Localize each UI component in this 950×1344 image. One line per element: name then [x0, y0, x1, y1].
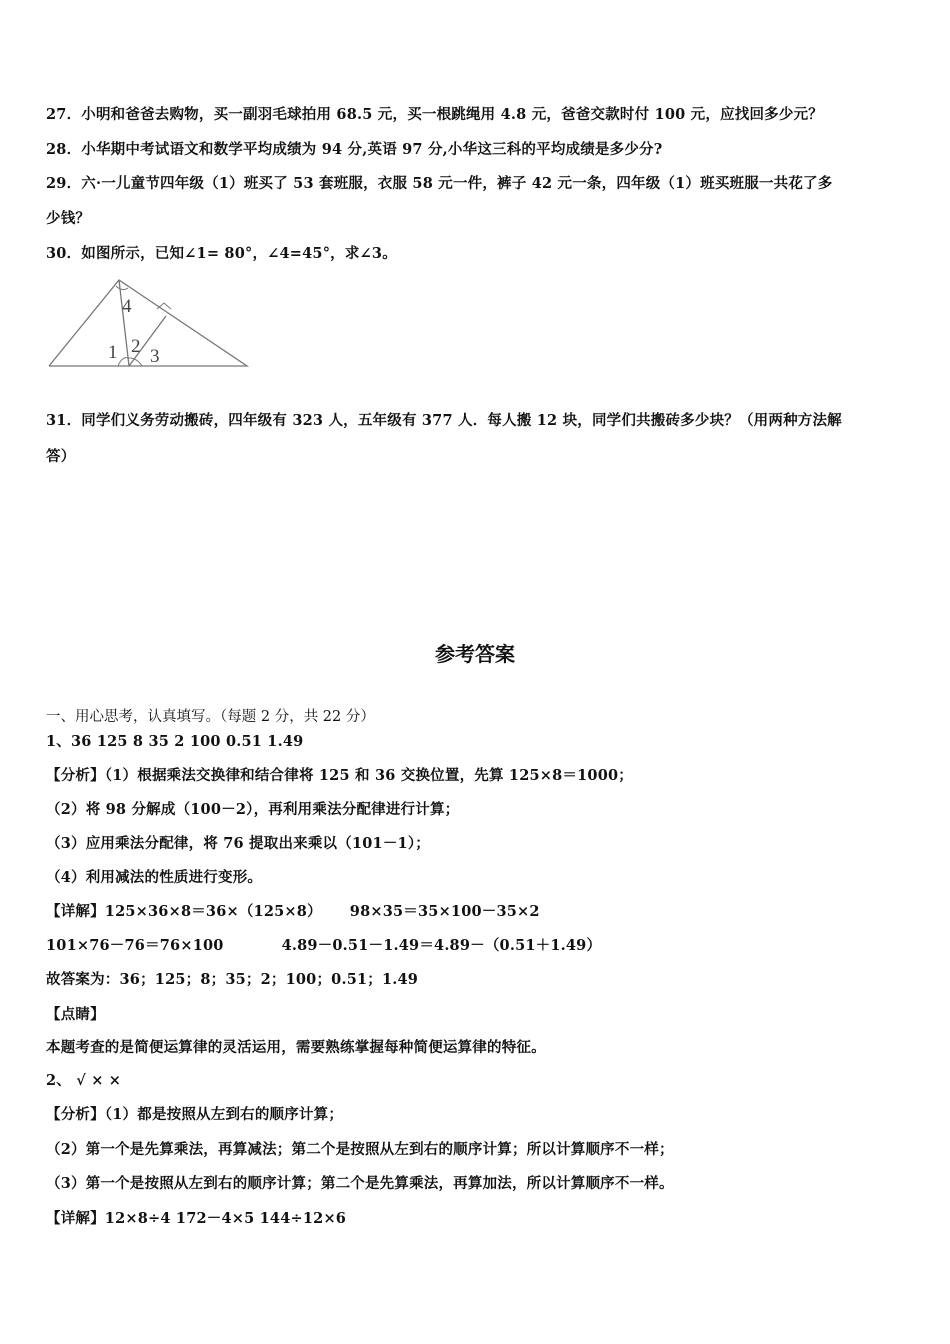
- question-27: 27．小明和爸爸去购物，买一副羽毛球拍用 68.5 元，买一根跳绳用 4.8 元，爸爸交款时付 100 元，应找回多少元？: [46, 106, 823, 123]
- answer-1-point-4: （4）利用减法的性质进行变形。: [46, 869, 263, 886]
- triangle-outline: [49, 280, 247, 366]
- answer-1-point-2: （2）将 98 分解成（100－2），再利用乘法分配律进行计算；: [46, 801, 460, 818]
- question-28: 28．小华期中考试语文和数学平均成绩为 94 分,英语 97 分,小华这三科的平均成绩是多少分?: [46, 141, 663, 158]
- question-29-line1: 29．六·一儿童节四年级（1）班买了 53 套班服，衣服 58 元一件，裤子 42 元一条，四年级（1）班买班服一共花了多: [46, 175, 833, 192]
- detail-1b: 98×35＝35×100－35×2: [349, 903, 540, 920]
- answer-2: 2、 √ × ×: [46, 1072, 122, 1089]
- answer-1-analysis: 【分析】（1）根据乘法交换律和结合律将 125 和 36 交换位置，先算 125×8＝1000；: [46, 767, 633, 784]
- answer-1-detail-line2: [46, 934, 601, 955]
- answer-1-summary: 本题考查的是简便运算律的灵活运用，需要熟练掌握每种简便运算律的特征。: [46, 1039, 546, 1056]
- angle-label-4: 4: [122, 296, 132, 317]
- question-31-line2: 答）: [46, 448, 76, 465]
- detail-1a: 【详解】125×36×8＝36×（125×8）: [46, 903, 322, 920]
- right-angle-mark: [157, 303, 171, 309]
- answer-2-point-2: （2）第一个是先算乘法，再算减法；第二个是按照从左到右的顺序计算；所以计算顺序不一样；: [46, 1141, 674, 1158]
- detail-2b: 4.89－0.51－1.49＝4.89－（0.51＋1.49）: [281, 937, 602, 954]
- answer-2-detail: 【详解】12×8÷4 172－4×5 144÷12×6: [46, 1210, 347, 1227]
- triangle-figure: [44, 276, 254, 372]
- angle-label-3: 3: [150, 346, 160, 367]
- detail-2a: 101×76－76＝76×100: [46, 937, 224, 954]
- answers-title: 参考答案: [435, 642, 515, 666]
- inner-line: [119, 280, 129, 366]
- section-1-heading: 一、用心思考，认真填写。（每题 2 分，共 22 分）: [46, 709, 375, 725]
- angle-4-arc: [116, 286, 128, 290]
- answer-1-dianjing: 【点睛】: [46, 1006, 105, 1023]
- answer-2-analysis: 【分析】（1）都是按照从左到右的顺序计算；: [46, 1106, 344, 1123]
- question-31-line1: 31．同学们义务劳动搬砖，四年级有 323 人，五年级有 377 人．每人搬 12 块，同学们共搬砖多少块？（用两种方法解: [46, 412, 842, 429]
- angle-label-2: 2: [131, 336, 141, 357]
- answer-1-detail-line1: [46, 900, 540, 921]
- answer-1-point-3: （3）应用乘法分配律，将 76 提取出来乘以（101－1）；: [46, 835, 430, 852]
- question-29-line2: 少钱？: [46, 210, 91, 227]
- question-30: 30．如图所示，已知∠1= 80°，∠4=45°，求∠3。: [46, 245, 397, 262]
- answer-2-point-3: （3）第一个是按照从左到右的顺序计算；第二个是先算乘法，再算加法，所以计算顺序不一样。: [46, 1175, 674, 1192]
- angle-label-1: 1: [108, 342, 118, 363]
- answer-1: 1、36 125 8 35 2 100 0.51 1.49: [46, 733, 304, 750]
- answer-1-final: 故答案为：36；125；8；35；2；100；0.51；1.49: [46, 971, 419, 988]
